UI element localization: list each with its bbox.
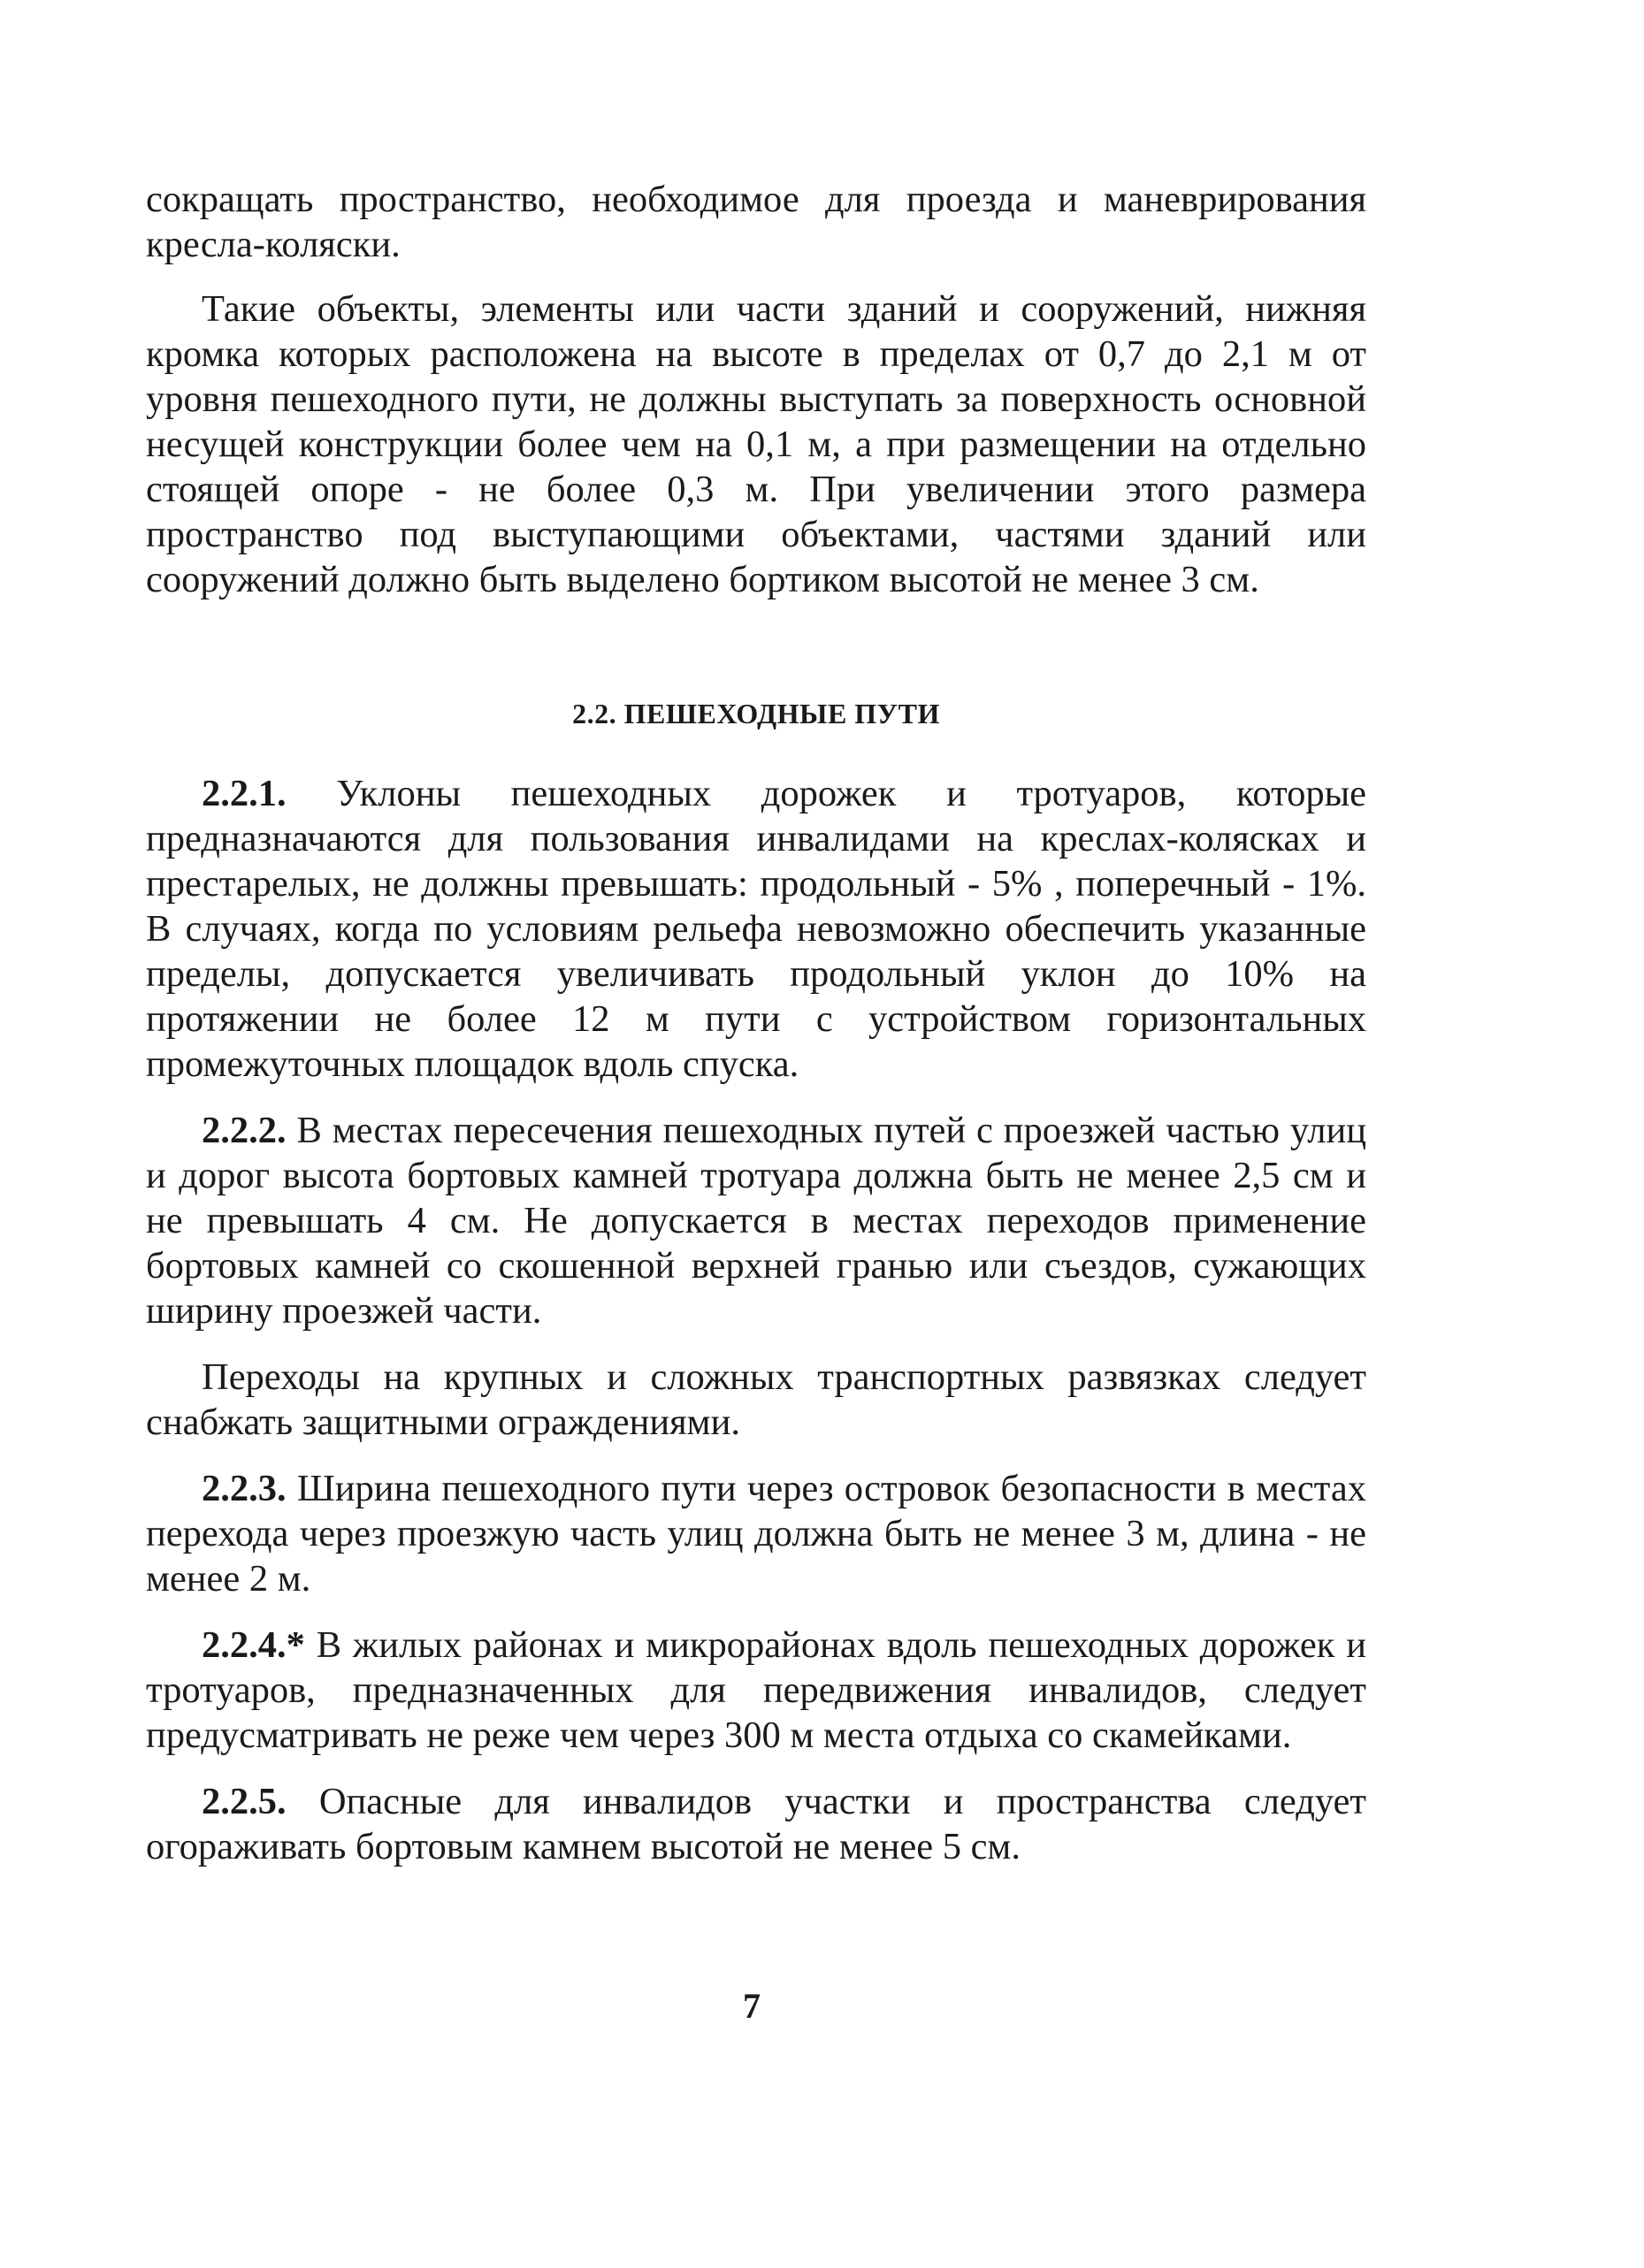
clause-text: Уклоны пешеходных дорожек и тротуаров, которые предназначаются для пользования инвалидами на креслах-колясках и престарелых, не должны превышать: продольный - 5% , поперечный - 1%. В случаях, когда по условиям рельефа невозможно обеспечить указанные пределы, допускается увеличивать продольный уклон до 10% на протяжении не более 12 м пути с устройством горизонтальных промежуточных площадок вдоль спуска. (146, 773, 1366, 1085)
clause-text: В местах пересечения пешеходных путей с проезжей частью улиц и дорог высота бортовых камней тротуара должна быть не менее 2,5 см и не превышать 4 см. Не допускается в местах переходов применение бортовых камней со скошенной верхней гранью или съездов, сужающих ширину проезжей части. (146, 1110, 1366, 1332)
clause-text: Опасные для инвалидов участки и пространства следует огораживать бортовым камнем высотой не менее 5 см. (146, 1781, 1366, 1867)
clause-number: 2.2.5. (202, 1781, 287, 1822)
document-page (146, 177, 1366, 1869)
paragraph-protruding-objects: Такие объекты, элементы или части зданий и сооружений, нижняя кромка которых расположена на высоте в пределах от 0,7 до 2,1 м от уровня пешеходного пути, не должны выступать за поверхность основной несущей конструкции более чем на 0,1 м, а при размещении на отдельно стоящей опоре - не более 0,3 м. При увеличении этого размера пространство под выступающими объектами, частями зданий или сооружений должно быть выделено бортиком высотой не менее 3 см. (146, 288, 1366, 600)
clause-number: 2.2.3. (202, 1468, 287, 1509)
clause-2-2-4 (146, 1623, 1366, 1758)
clause-text: В жилых районах и микрорайонах вдоль пешеходных дорожек и тротуаров, предназначенных для передвижения инвалидов, следует предусматривать не реже чем через 300 м места отдыха со скамейками. (146, 1624, 1366, 1756)
clause-number: 2.2.2. (202, 1110, 287, 1151)
clause-text: Переходы на крупных и сложных транспортных развязках следует снабжать защитными ограждениями. (146, 1356, 1366, 1443)
clause-2-2-2 (146, 1108, 1366, 1333)
clause-number: 2.2.1. (202, 773, 287, 814)
clause-text: Ширина пешеходного пути через островок безопасности в местах перехода через проезжую часть улиц должна быть не менее 3 м, длина - не менее 2 м. (146, 1468, 1366, 1600)
page-number: 7 (743, 1986, 761, 2026)
clause-number: 2.2.4.* (202, 1624, 305, 1666)
section-heading: 2.2. ПЕШЕХОДНЫЕ ПУТИ (572, 698, 940, 729)
clause-2-2-5 (146, 1779, 1366, 1869)
paragraph-continuation: сокращать пространство, необходимое для проезда и маневрирования кресла-коляски. (146, 179, 1366, 265)
paragraph-crossings (146, 1355, 1366, 1445)
clause-2-2-3 (146, 1466, 1366, 1601)
clause-2-2-1 (146, 771, 1366, 1087)
